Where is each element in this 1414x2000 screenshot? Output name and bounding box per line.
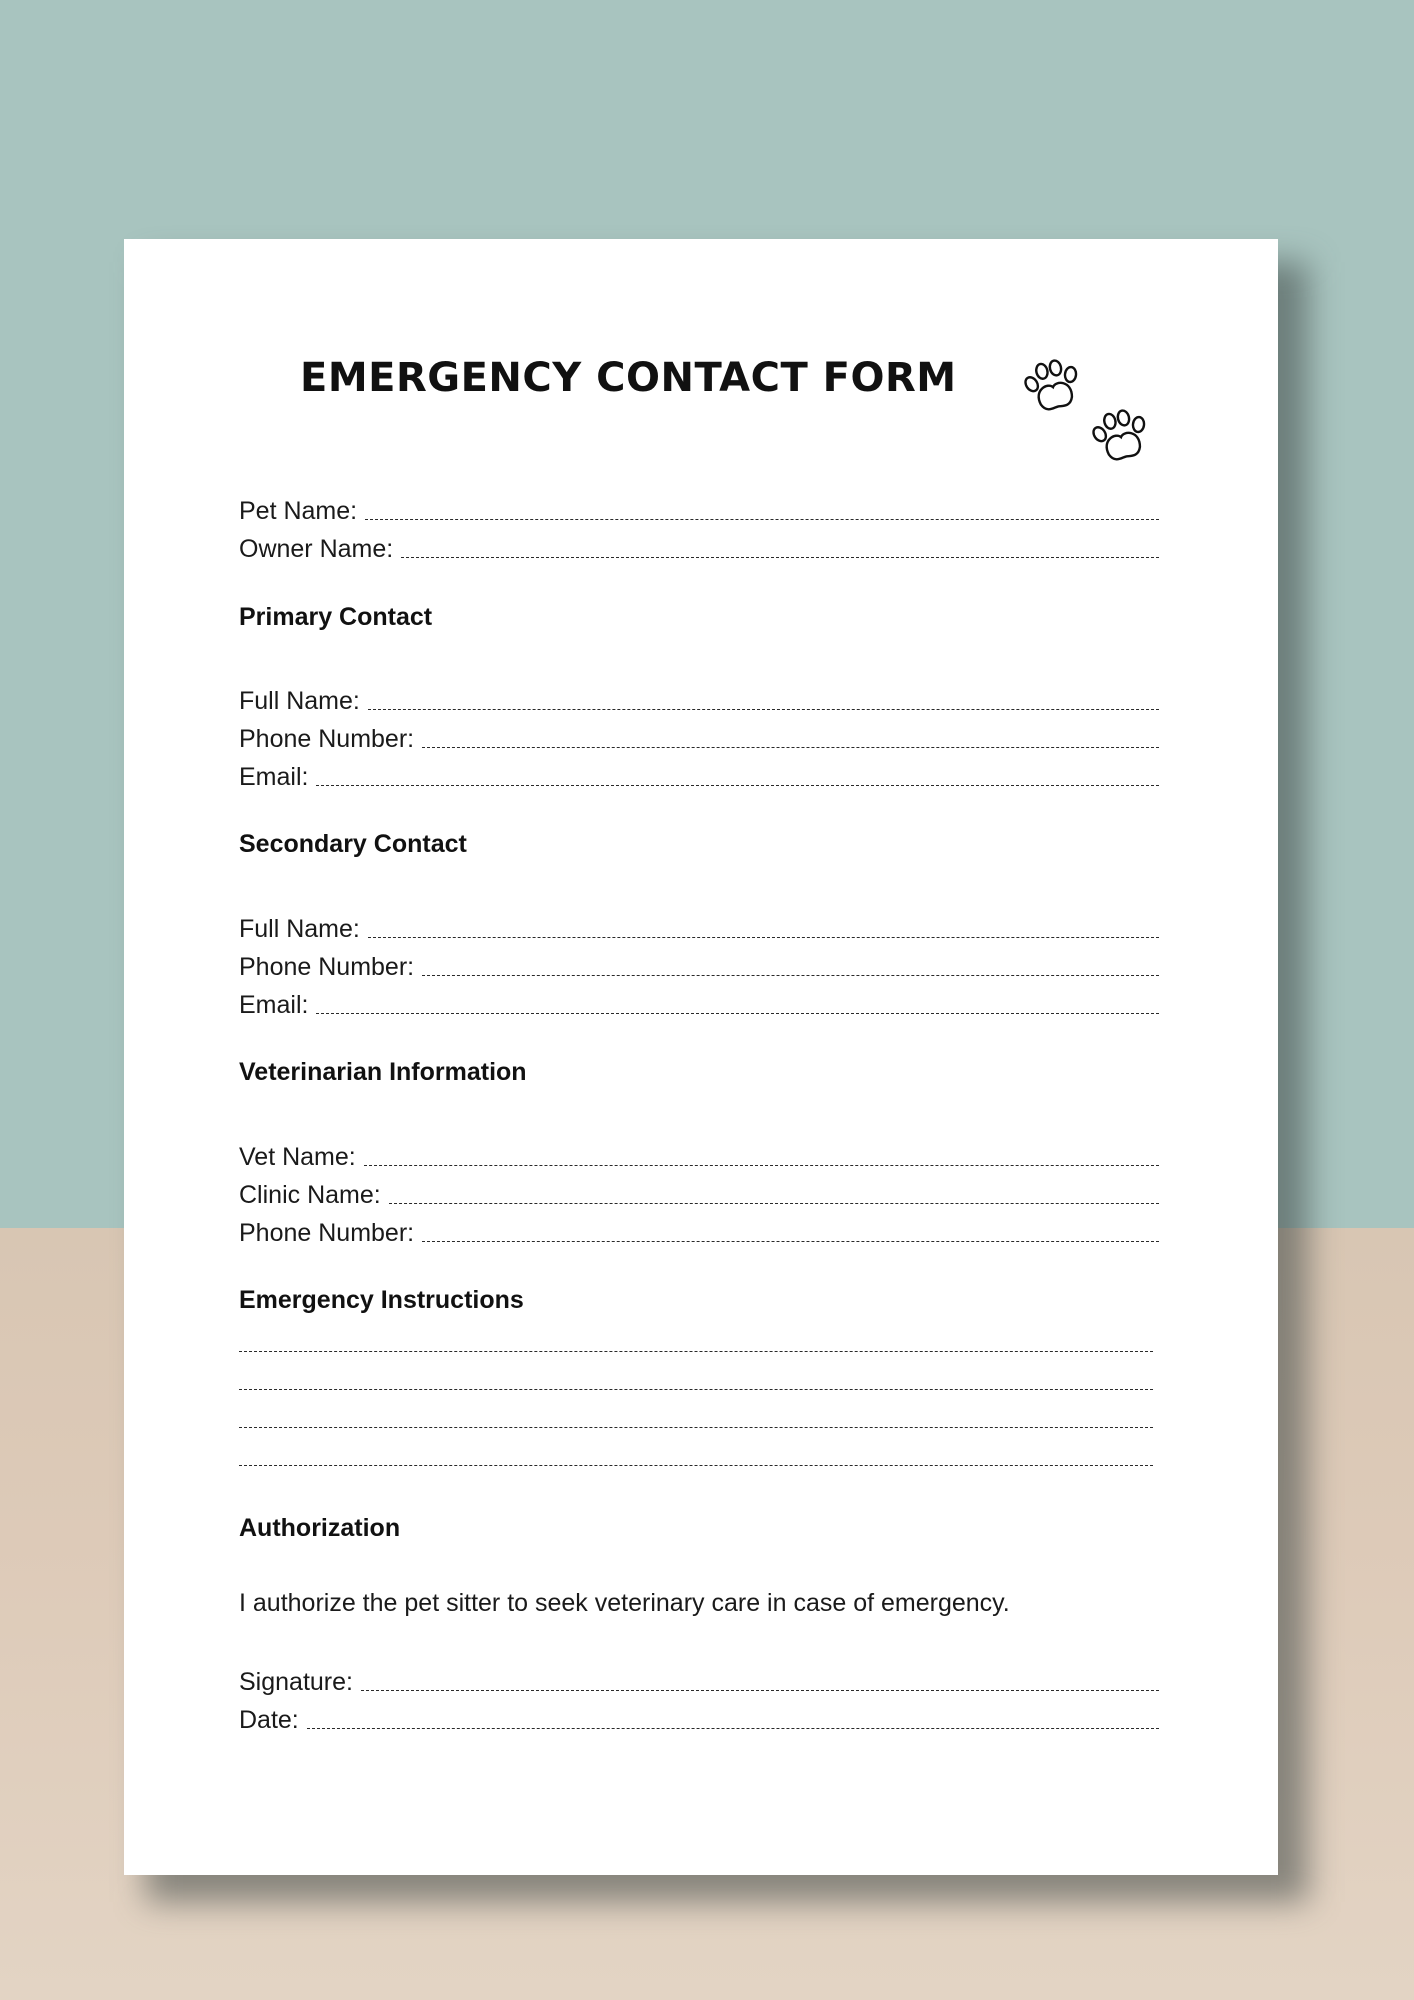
email-label: Email: — [239, 763, 309, 791]
email-label: Email: — [239, 991, 309, 1019]
instructions-line[interactable] — [239, 1427, 1153, 1428]
paw-print-icon — [1088, 406, 1153, 464]
signature-label: Signature: — [239, 1668, 353, 1696]
veterinarian-info-heading: Veterinarian Information — [239, 1058, 527, 1086]
secondary-phone-field[interactable] — [239, 944, 1159, 982]
pet-name-label: Pet Name: — [239, 497, 358, 525]
write-line[interactable] — [422, 747, 1159, 748]
emergency-instructions-heading: Emergency Instructions — [239, 1286, 524, 1314]
write-line[interactable] — [389, 1203, 1159, 1204]
primary-contact-heading: Primary Contact — [239, 603, 433, 631]
primary-phone-field[interactable] — [239, 716, 1159, 754]
instructions-line[interactable] — [239, 1351, 1153, 1352]
phone-number-label: Phone Number: — [239, 953, 415, 981]
form-title: EMERGENCY CONTACT FORM — [300, 355, 957, 401]
write-line[interactable] — [422, 975, 1159, 976]
write-line[interactable] — [368, 709, 1159, 710]
paw-print-icon — [1020, 356, 1085, 414]
write-line[interactable] — [364, 1165, 1159, 1166]
clinic-name-field[interactable] — [239, 1172, 1159, 1210]
vet-name-label: Vet Name: — [239, 1143, 356, 1171]
instructions-line[interactable] — [239, 1465, 1153, 1466]
phone-number-label: Phone Number: — [239, 1219, 415, 1247]
write-line[interactable] — [316, 1013, 1159, 1014]
write-line[interactable] — [361, 1690, 1159, 1691]
primary-full-name-field[interactable] — [239, 678, 1159, 716]
write-line[interactable] — [316, 785, 1159, 786]
paw-prints-icon — [1016, 349, 1166, 479]
write-line[interactable] — [422, 1241, 1159, 1242]
instructions-line[interactable] — [239, 1389, 1153, 1390]
pet-name-field[interactable] — [239, 488, 1159, 526]
date-label: Date: — [239, 1706, 299, 1734]
write-line[interactable] — [365, 519, 1159, 520]
vet-phone-field[interactable] — [239, 1210, 1159, 1248]
full-name-label: Full Name: — [239, 687, 360, 715]
owner-name-field[interactable] — [239, 526, 1159, 564]
write-line[interactable] — [307, 1728, 1159, 1729]
signature-field[interactable] — [239, 1659, 1159, 1697]
date-field[interactable] — [239, 1697, 1159, 1735]
secondary-contact-heading: Secondary Contact — [239, 830, 467, 858]
authorization-statement: I authorize the pet sitter to seek veterinary care in case of emergency. — [239, 1589, 1010, 1617]
write-line[interactable] — [401, 557, 1159, 558]
owner-name-label: Owner Name: — [239, 535, 394, 563]
form-sheet — [124, 239, 1278, 1875]
primary-email-field[interactable] — [239, 754, 1159, 792]
full-name-label: Full Name: — [239, 915, 360, 943]
phone-number-label: Phone Number: — [239, 725, 415, 753]
clinic-name-label: Clinic Name: — [239, 1181, 381, 1209]
authorization-heading: Authorization — [239, 1514, 401, 1542]
vet-name-field[interactable] — [239, 1134, 1159, 1172]
write-line[interactable] — [368, 937, 1159, 938]
secondary-full-name-field[interactable] — [239, 906, 1159, 944]
secondary-email-field[interactable] — [239, 982, 1159, 1020]
